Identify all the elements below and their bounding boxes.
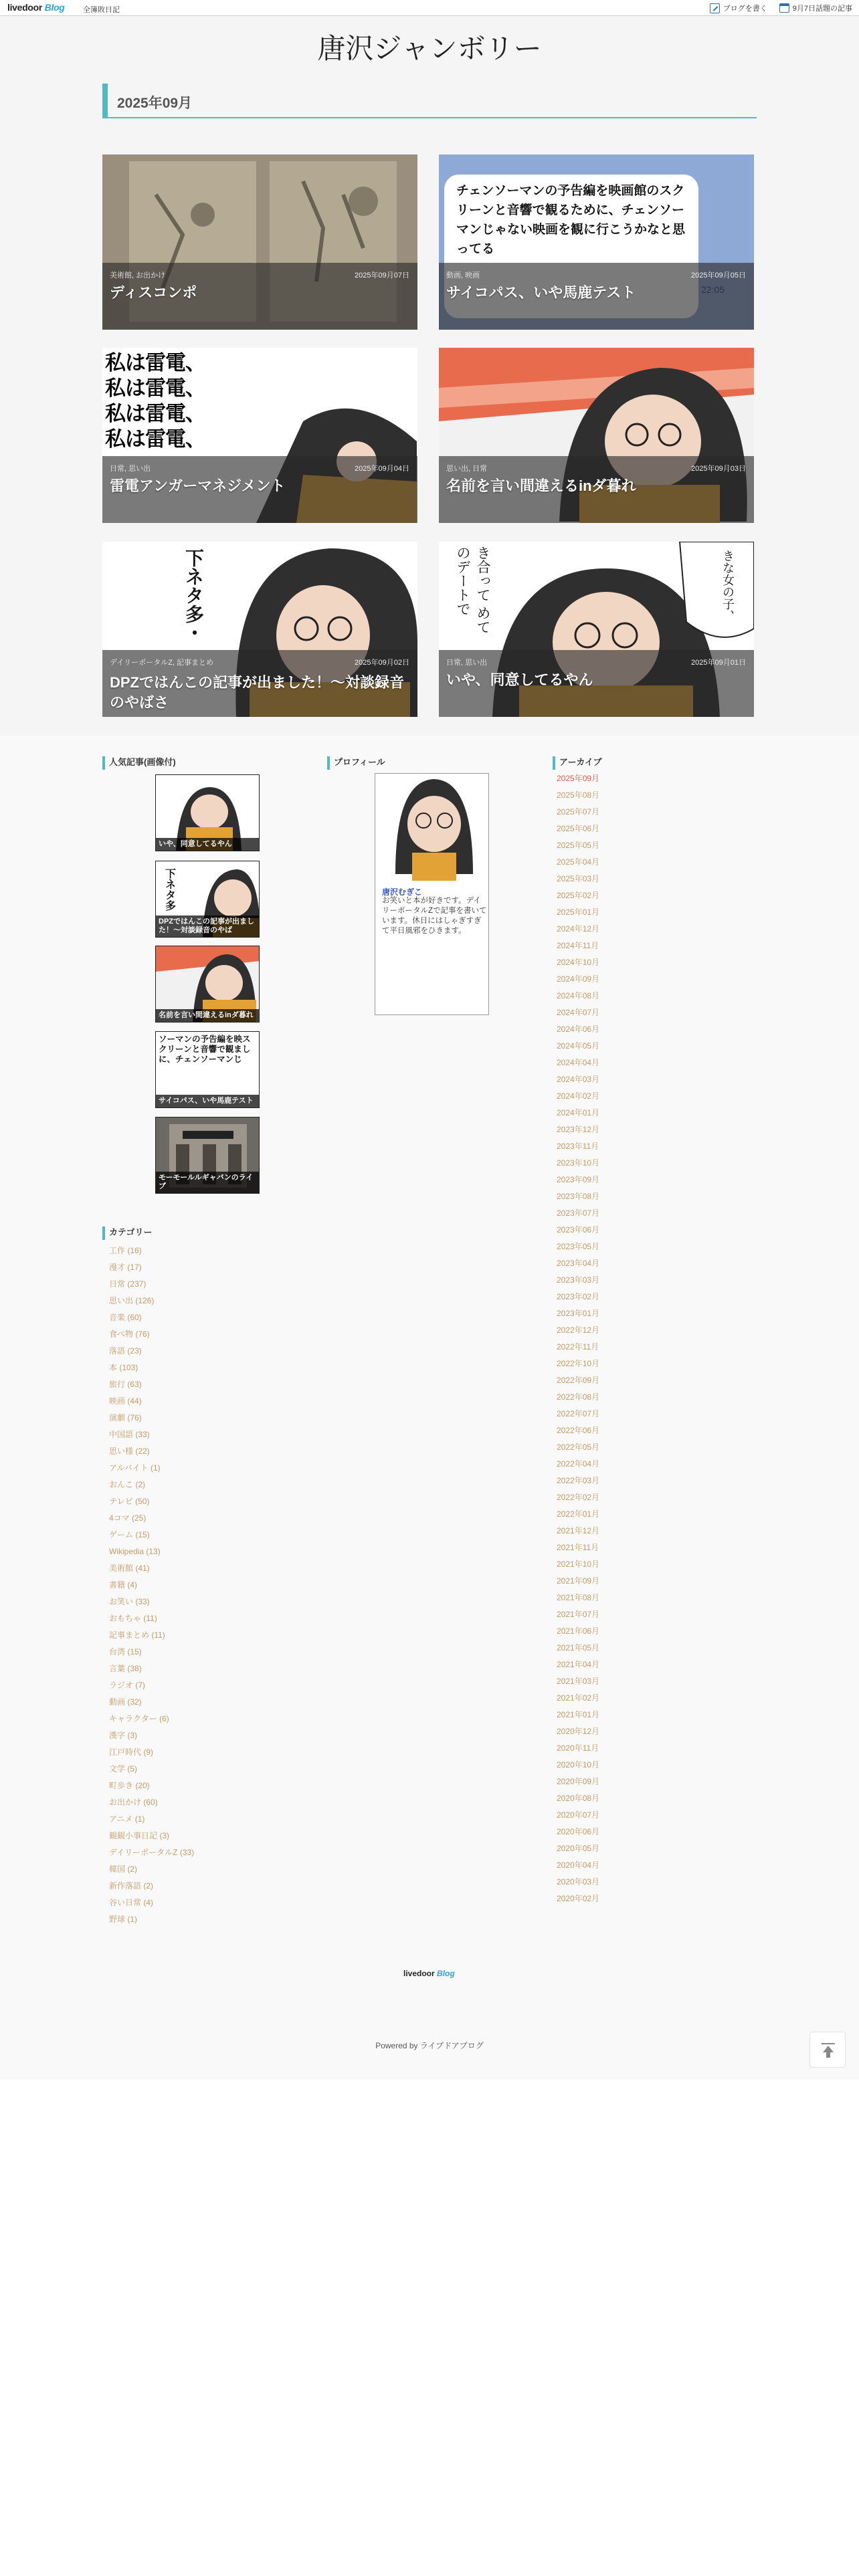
footer-logo-text: livedoor <box>403 1969 435 1978</box>
article-card[interactable] <box>102 542 417 717</box>
archive-item[interactable]: 2022年10月 <box>557 1359 600 1368</box>
popular-article[interactable] <box>155 774 260 851</box>
card-date: 2025年09月07日 <box>355 272 409 280</box>
popular-article[interactable] <box>155 1031 260 1108</box>
archive-item[interactable]: 2020年02月 <box>557 1894 600 1903</box>
write-blog-label: ブログを書く <box>723 5 767 13</box>
category-item[interactable]: キャラクター (6) <box>109 1714 169 1723</box>
category-list <box>109 1243 194 1928</box>
archive-item[interactable]: 2024年06月 <box>557 1025 600 1034</box>
thumbnail-vertical-text <box>452 546 492 646</box>
category-item[interactable]: 思い様 (22) <box>109 1446 150 1456</box>
archive-item[interactable]: 2025年06月 <box>557 824 600 833</box>
category-title: カテゴリー <box>102 1226 152 1240</box>
logo-text: livedoor <box>7 2 43 13</box>
archive-item[interactable]: 2023年02月 <box>557 1292 600 1301</box>
thumbnail-vertical-text: 下ネタ多・ <box>183 548 204 642</box>
archive-item[interactable]: 2021年06月 <box>557 1626 600 1636</box>
category-item[interactable]: お出かけ (60) <box>109 1798 158 1807</box>
category-item[interactable]: 動画 (32) <box>109 1697 142 1707</box>
card-date: 2025年09月05日 <box>691 272 746 280</box>
arrow-up-icon <box>810 2032 846 2068</box>
profile-title: プロフィール <box>327 756 385 770</box>
thumbnail-line: 私は雷電、 <box>105 402 205 425</box>
archive-item[interactable]: 2025年09月 <box>557 774 600 783</box>
archive-item[interactable]: 2021年08月 <box>557 1593 600 1602</box>
archive-item[interactable]: 2021年07月 <box>557 1610 600 1619</box>
article-card[interactable] <box>439 542 754 717</box>
card-date: 2025年09月02日 <box>355 659 409 667</box>
category-item[interactable]: 新作落語 (2) <box>109 1881 154 1891</box>
profile-description: お笑いと本が好きです。デイリーポータルZで記事を書いています。休日にはしゃぎすぎて平日風邪をひきます。 <box>382 897 487 935</box>
category-item[interactable]: 文学 (5) <box>109 1764 138 1774</box>
card-categories[interactable]: 日常, 思い出 <box>110 465 151 473</box>
top-bar <box>0 0 859 16</box>
category-item[interactable]: Wikipedia (13) <box>109 1547 161 1556</box>
archive-item[interactable]: 2023年01月 <box>557 1309 600 1318</box>
category-item[interactable]: デイリーポータルZ (33) <box>109 1848 195 1857</box>
card-categories[interactable]: 動画, 映画 <box>446 272 480 280</box>
category-item[interactable]: 旅行 (63) <box>109 1380 142 1389</box>
category-item[interactable]: ラジオ (7) <box>109 1681 146 1690</box>
card-title[interactable]: いや、同意してるやん <box>446 671 593 688</box>
category-item[interactable]: お笑い (33) <box>109 1597 150 1606</box>
archive-item[interactable]: 2024年08月 <box>557 991 600 1000</box>
archive-item[interactable]: 2024年01月 <box>557 1108 600 1117</box>
archive-item[interactable]: 2022年09月 <box>557 1376 600 1385</box>
archive-item[interactable]: 2021年11月 <box>557 1543 599 1552</box>
category-item[interactable]: 漢字 (3) <box>109 1731 138 1740</box>
thumbnail-bubble-text: チェンソーマンの予告編を映画館のスクリーンと音響で観るために、チェンソーマンじゃない映画を観に行こうかなと思ってる <box>456 184 686 256</box>
archive-item[interactable]: 2020年04月 <box>557 1860 600 1870</box>
article-card[interactable] <box>102 348 417 523</box>
archive-item[interactable]: 2022年03月 <box>557 1476 600 1485</box>
archive-item[interactable]: 2024年07月 <box>557 1008 600 1017</box>
category-item[interactable]: 思い出 (126) <box>109 1296 155 1305</box>
popular-caption: DPZではんこの記事が出ました！〜対談録音のやば <box>156 916 259 937</box>
logo-accent: Blog <box>44 2 65 13</box>
category-item[interactable]: 言葉 (38) <box>109 1664 142 1673</box>
card-date: 2025年09月03日 <box>691 465 746 473</box>
popular-article[interactable] <box>155 1117 260 1194</box>
card-categories[interactable]: デイリーポータルZ, 記事まとめ <box>110 659 214 667</box>
archive-item[interactable]: 2023年04月 <box>557 1259 600 1268</box>
thumbnail-text-line: めてのデートで <box>455 546 490 634</box>
category-item[interactable]: おもちゃ (11) <box>109 1614 157 1623</box>
archive-item[interactable]: 2020年07月 <box>557 1810 600 1820</box>
archive-item[interactable]: 2024年05月 <box>557 1041 600 1051</box>
archive-item[interactable]: 2020年05月 <box>557 1844 600 1853</box>
powered-by-link[interactable]: Powered by ライブドアブログ <box>375 2041 484 2050</box>
write-blog-link[interactable] <box>710 3 767 13</box>
archive-item[interactable]: 2021年05月 <box>557 1643 600 1652</box>
category-item[interactable]: 工作 (16) <box>109 1246 142 1255</box>
archive-item[interactable]: 2020年09月 <box>557 1777 600 1786</box>
archive-item[interactable]: 2025年07月 <box>557 807 600 817</box>
archive-item[interactable]: 2025年01月 <box>557 907 600 917</box>
profile-avatar[interactable] <box>375 774 488 881</box>
archive-item[interactable]: 2024年04月 <box>557 1058 600 1067</box>
popular-articles-title: 人気記事(画像付) <box>102 756 176 770</box>
archive-item[interactable]: 2023年09月 <box>557 1175 600 1184</box>
category-item[interactable]: 音楽 (60) <box>109 1313 142 1322</box>
category-item[interactable]: 日常 (237) <box>109 1279 147 1289</box>
thumbnail-repeat-text <box>105 350 413 452</box>
archive-item[interactable]: 2021年01月 <box>557 1710 600 1719</box>
topics-label: 9月7日話題の記事 <box>792 5 852 13</box>
popular-article[interactable] <box>155 946 260 1023</box>
category-item[interactable]: 野球 (1) <box>109 1915 138 1924</box>
scroll-to-top-button[interactable] <box>809 2032 846 2068</box>
category-item[interactable]: 映画 (44) <box>109 1396 142 1406</box>
archive-item[interactable]: 2020年10月 <box>557 1760 600 1769</box>
archive-item[interactable]: 2024年02月 <box>557 1091 600 1101</box>
archive-item[interactable]: 2024年10月 <box>557 958 600 967</box>
category-item[interactable]: ゲーム (15) <box>109 1530 150 1539</box>
card-date: 2025年09月01日 <box>691 659 746 667</box>
category-item[interactable]: 中国語 (33) <box>109 1430 150 1439</box>
card-categories[interactable]: 日常, 思い出 <box>446 659 488 667</box>
archive-item[interactable]: 2025年03月 <box>557 874 600 883</box>
archive-item[interactable]: 2024年11月 <box>557 941 599 950</box>
card-categories[interactable]: 思い出, 日常 <box>446 465 488 473</box>
thumbnail-line: 私は雷電、 <box>105 377 205 400</box>
archive-item[interactable]: 2025年05月 <box>557 841 600 850</box>
article-card[interactable] <box>439 154 754 330</box>
card-title[interactable]: サイコパス、いや馬鹿テスト <box>446 284 636 301</box>
category-item[interactable]: 台湾 (15) <box>109 1647 142 1656</box>
card-title[interactable]: 名前を言い間違えるinダ暮れ <box>446 477 636 494</box>
category-item[interactable]: アニメ (1) <box>109 1814 145 1824</box>
card-title[interactable]: ディスコンポ <box>110 284 197 301</box>
archive-item[interactable]: 2021年09月 <box>557 1576 600 1586</box>
archive-item[interactable]: 2022年12月 <box>557 1325 600 1335</box>
category-item[interactable]: 韓国 (2) <box>109 1864 138 1874</box>
category-item[interactable]: 谷い日常 (4) <box>109 1898 154 1907</box>
archive-item[interactable]: 2023年03月 <box>557 1275 600 1285</box>
archive-item[interactable]: 2022年11月 <box>557 1342 599 1352</box>
thumbnail-text-line: き合って <box>475 546 490 602</box>
month-heading-text: 2025年09月 <box>117 96 193 111</box>
svg-text:下ネタ多: 下ネタ多 <box>163 868 175 911</box>
thumbnail-line: 私は雷電、 <box>105 351 205 374</box>
archive-item[interactable]: 2022年07月 <box>557 1409 600 1418</box>
today-diary-link[interactable]: 全簿敗日記 <box>83 6 120 14</box>
archive-item[interactable]: 2023年05月 <box>557 1242 600 1251</box>
archive-item[interactable]: 2024年12月 <box>557 924 600 934</box>
category-item[interactable]: 4コマ (25) <box>109 1513 147 1523</box>
topics-link[interactable] <box>779 3 852 13</box>
article-card[interactable] <box>439 348 754 523</box>
pencil-icon <box>710 3 720 13</box>
archive-item[interactable]: 2025年08月 <box>557 790 600 800</box>
archive-item[interactable]: 2022年02月 <box>557 1493 600 1502</box>
category-item[interactable]: アルバイト (1) <box>109 1463 161 1473</box>
category-item[interactable]: 漫才 (17) <box>109 1263 142 1272</box>
category-item[interactable]: 町歩き (20) <box>109 1781 150 1790</box>
archive-item[interactable]: 2024年03月 <box>557 1075 600 1084</box>
popular-thumbnail-text: ソーマンの予告編を映スクリーンと音響で観ましに、チェンソーマンじ <box>159 1035 251 1064</box>
archive-item[interactable]: 2023年12月 <box>557 1125 600 1134</box>
archive-item[interactable]: 2025年02月 <box>557 891 600 900</box>
archive-item[interactable]: 2022年05月 <box>557 1442 600 1452</box>
archive-item[interactable]: 2022年01月 <box>557 1509 600 1519</box>
footer-logo-accent: Blog <box>437 1969 455 1978</box>
category-item[interactable]: 落語 (23) <box>109 1346 142 1356</box>
popular-caption: いや、同意してるやん <box>156 838 259 851</box>
blog-title[interactable]: 唐沢ジャンボリー <box>317 32 542 65</box>
article-card[interactable] <box>102 154 417 330</box>
archive-item[interactable]: 2025年04月 <box>557 857 600 867</box>
category-item[interactable]: 美術館 (41) <box>109 1564 150 1573</box>
card-categories[interactable]: 美術館, お出かけ <box>110 272 166 280</box>
archive-item[interactable]: 2023年10月 <box>557 1158 600 1168</box>
archive-item[interactable]: 2022年08月 <box>557 1392 600 1402</box>
popular-article[interactable] <box>155 861 260 938</box>
thumbnail-line: 私は雷電、 <box>105 427 205 451</box>
archive-item[interactable]: 2020年03月 <box>557 1877 600 1887</box>
archive-item[interactable]: 2024年09月 <box>557 974 600 984</box>
archive-item[interactable]: 2020年11月 <box>557 1743 599 1753</box>
livedoor-blog-logo[interactable] <box>7 2 65 13</box>
profile-name[interactable]: 唐沢むぎこ <box>382 887 423 897</box>
popular-caption: モーモールルギャバンのライブ <box>156 1172 259 1193</box>
archive-item[interactable]: 2023年08月 <box>557 1192 600 1201</box>
archive-item[interactable]: 2021年12月 <box>557 1526 600 1535</box>
archive-item[interactable]: 2023年07月 <box>557 1208 600 1218</box>
archive-item[interactable]: 2022年04月 <box>557 1459 600 1469</box>
archive-item[interactable]: 2021年03月 <box>557 1677 600 1686</box>
archive-item[interactable]: 2023年06月 <box>557 1225 600 1235</box>
category-item[interactable]: 観観小事日記 (3) <box>109 1831 170 1840</box>
archive-item[interactable]: 2021年10月 <box>557 1560 600 1569</box>
category-item[interactable]: 書籍 (4) <box>109 1580 138 1590</box>
category-item[interactable]: 食べ物 (76) <box>109 1329 150 1339</box>
archive-item[interactable]: 2020年08月 <box>557 1794 600 1803</box>
card-date: 2025年09月04日 <box>355 465 409 473</box>
category-item[interactable]: 本 (103) <box>109 1363 138 1372</box>
category-item[interactable]: 演劇 (76) <box>109 1413 142 1422</box>
popular-caption: 名前を言い間違えるinダ暮れ <box>156 1009 259 1022</box>
profile-box <box>375 773 489 1015</box>
footer-livedoor-logo[interactable] <box>403 1969 455 1978</box>
archive-item[interactable]: 2021年02月 <box>557 1693 600 1703</box>
category-item[interactable]: おんこ (2) <box>109 1480 146 1489</box>
archive-item[interactable]: 2020年06月 <box>557 1827 600 1836</box>
popular-caption: サイコパス、いや馬鹿テスト <box>156 1095 259 1107</box>
archive-title: アーカイブ <box>553 756 602 770</box>
card-title[interactable]: DPZではんこの記事が出ました！〜対談録音のやばさ <box>110 674 405 711</box>
archive-list <box>557 770 599 1907</box>
archive-item[interactable]: 2023年11月 <box>557 1142 599 1151</box>
category-item[interactable]: 記事まとめ (11) <box>109 1630 165 1640</box>
calendar-icon <box>779 3 789 13</box>
thumbnail-vertical-text: きな女の子、 <box>721 550 735 622</box>
month-heading <box>102 84 757 118</box>
category-item[interactable]: テレビ (50) <box>109 1497 150 1506</box>
archive-item[interactable]: 2020年12月 <box>557 1727 600 1736</box>
card-title[interactable]: 雷電アンガーマネジメント <box>110 477 286 494</box>
category-item[interactable]: 江戸時代 (9) <box>109 1747 154 1757</box>
archive-item[interactable]: 2021年04月 <box>557 1660 600 1669</box>
archive-item[interactable]: 2022年06月 <box>557 1426 600 1435</box>
